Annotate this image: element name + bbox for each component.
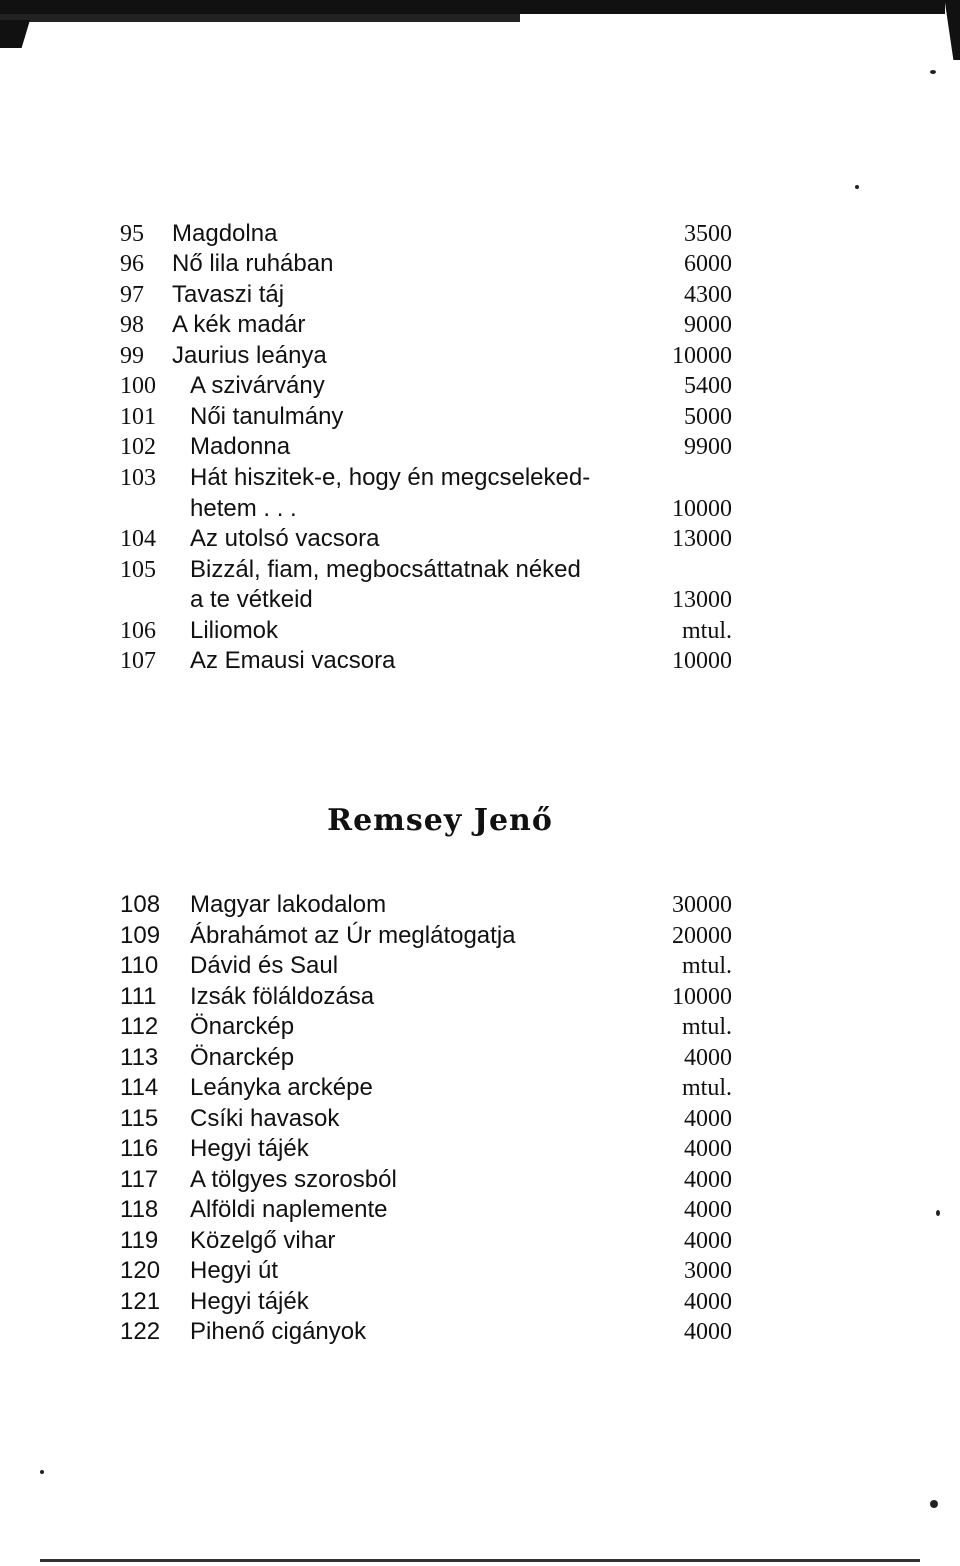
item-number: 95 — [120, 221, 144, 247]
list-item — [0, 1134, 960, 1164]
item-price: 5000 — [684, 404, 732, 430]
item-price: mtul. — [681, 1075, 732, 1101]
item-title: A szivárvány — [190, 372, 325, 399]
list-item — [0, 524, 960, 554]
item-price: 5400 — [684, 373, 732, 399]
item-price: 20000 — [672, 923, 732, 949]
item-number: 120 — [120, 1257, 161, 1284]
list-item — [0, 432, 960, 462]
item-price: 4000 — [684, 1319, 732, 1345]
item-number: 115 — [120, 1105, 159, 1132]
item-number: 101 — [120, 404, 156, 430]
list-item — [0, 1043, 960, 1073]
list-item — [0, 890, 960, 920]
list-item — [0, 951, 960, 981]
list-item — [0, 1012, 960, 1042]
item-price: 30000 — [672, 892, 732, 918]
list-item-continuation — [0, 494, 960, 524]
item-number: 108 — [120, 891, 161, 918]
item-title: Hegyi út — [190, 1257, 279, 1284]
item-number: 121 — [120, 1288, 161, 1315]
item-title: Leányka arcképe — [190, 1074, 373, 1101]
item-title: Alföldi naplemente — [190, 1196, 388, 1223]
scan-speck — [855, 185, 859, 189]
item-price: 3500 — [684, 221, 732, 247]
item-title: Ábrahámot az Úr meglátogatja — [190, 922, 516, 949]
list-item — [0, 982, 960, 1012]
item-title: Közelgő vihar — [190, 1227, 336, 1254]
item-title: Dávid és Saul — [190, 952, 339, 979]
item-number: 107 — [120, 648, 156, 674]
item-number: 104 — [120, 526, 156, 552]
item-title: A tölgyes szorosból — [190, 1166, 397, 1193]
list-item — [0, 646, 960, 676]
item-title: Hegyi tájék — [190, 1135, 309, 1162]
item-number: 112 — [120, 1013, 159, 1040]
item-title: Magyar lakodalom — [190, 891, 387, 918]
item-price: 4300 — [684, 282, 732, 308]
item-title: Pihenő cigányok — [190, 1318, 367, 1345]
list-item-continuation — [0, 585, 960, 615]
item-number: 98 — [120, 312, 144, 338]
item-number: 114 — [120, 1074, 159, 1101]
item-number: 117 — [120, 1166, 159, 1193]
list-item — [0, 1287, 960, 1317]
item-price: 4000 — [684, 1289, 732, 1315]
scan-speck — [40, 1470, 44, 1474]
list-item — [0, 310, 960, 340]
item-title: Nő lila ruhában — [172, 250, 334, 277]
item-title: Az Emausi vacsora — [190, 647, 396, 674]
list-item — [0, 371, 960, 401]
item-price: 4000 — [684, 1197, 732, 1223]
item-number: 97 — [120, 282, 144, 308]
list-item — [0, 463, 960, 493]
list-item — [0, 249, 960, 279]
scan-edge-top — [0, 0, 960, 48]
item-number: 102 — [120, 434, 156, 460]
item-title: Önarckép — [190, 1044, 295, 1071]
list-item — [0, 616, 960, 646]
scan-speck — [930, 70, 936, 74]
item-number: 100 — [120, 373, 156, 399]
item-price: 10000 — [672, 496, 732, 522]
item-number: 118 — [120, 1196, 159, 1223]
scan-edge-bottom — [0, 1552, 960, 1566]
list-item — [0, 1104, 960, 1134]
item-price: 6000 — [684, 251, 732, 277]
list-item — [0, 219, 960, 249]
item-price: 3000 — [684, 1258, 732, 1284]
item-title: Tavaszi táj — [172, 281, 285, 308]
item-title: Jaurius leánya — [172, 342, 327, 369]
item-title: Bizzál, fiam, megbocsáttatnak néked — [190, 556, 581, 583]
item-title: Hát hiszitek-e, hogy én megcseleked- — [190, 464, 591, 491]
list-item — [0, 1195, 960, 1225]
item-title: Madonna — [190, 433, 291, 460]
list-item — [0, 280, 960, 310]
item-number: 96 — [120, 251, 144, 277]
artist-heading: Remsey Jenő — [327, 803, 553, 838]
item-price: 10000 — [672, 984, 732, 1010]
item-title: Női tanulmány — [190, 403, 344, 430]
scan-speck — [930, 1500, 938, 1508]
item-price: 4000 — [684, 1045, 732, 1071]
item-title: Az utolsó vacsora — [190, 525, 380, 552]
item-title: Izsák föláldozása — [190, 983, 375, 1010]
item-price: mtul. — [681, 953, 732, 979]
item-price: 4000 — [684, 1136, 732, 1162]
item-title: A kék madár — [172, 311, 306, 338]
item-title-continuation: a te vétkeid — [190, 586, 313, 613]
list-item — [0, 1256, 960, 1286]
item-number: 111 — [120, 983, 157, 1010]
list-item — [0, 1073, 960, 1103]
list-item — [0, 1226, 960, 1256]
item-number: 113 — [120, 1044, 159, 1071]
list-item — [0, 921, 960, 951]
item-price: mtul. — [681, 1014, 732, 1040]
list-item — [0, 1317, 960, 1347]
item-number: 105 — [120, 557, 156, 583]
list-item — [0, 341, 960, 371]
item-number: 116 — [120, 1135, 159, 1162]
list-item — [0, 402, 960, 432]
item-title: Hegyi tájék — [190, 1288, 309, 1315]
item-title: Csíki havasok — [190, 1105, 340, 1132]
item-price: 4000 — [684, 1228, 732, 1254]
item-title-continuation: hetem . . . — [190, 495, 297, 522]
item-price: 10000 — [672, 648, 732, 674]
item-number: 122 — [120, 1318, 161, 1345]
item-price: 9000 — [684, 312, 732, 338]
item-price: 4000 — [684, 1167, 732, 1193]
item-price: 13000 — [672, 587, 732, 613]
item-number: 110 — [120, 952, 159, 979]
item-title: Liliomok — [190, 617, 279, 644]
item-price: mtul. — [681, 618, 732, 644]
list-item — [0, 1165, 960, 1195]
item-price: 9900 — [684, 434, 732, 460]
item-price: 13000 — [672, 526, 732, 552]
item-price: 4000 — [684, 1106, 732, 1132]
item-number: 106 — [120, 618, 156, 644]
list-item — [0, 555, 960, 585]
item-number: 109 — [120, 922, 161, 949]
item-number: 103 — [120, 465, 156, 491]
item-title: Magdolna — [172, 220, 278, 247]
item-number: 119 — [120, 1227, 159, 1254]
item-title: Önarckép — [190, 1013, 295, 1040]
item-price: 10000 — [672, 343, 732, 369]
item-number: 99 — [120, 343, 144, 369]
